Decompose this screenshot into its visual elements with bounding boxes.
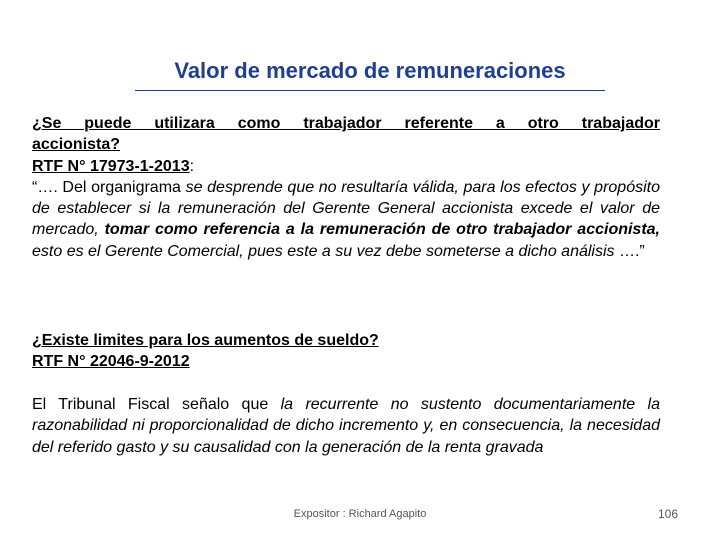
- question-1-line-1: ¿Se puede utilizara como trabajador referente a otro trabajador: [32, 115, 660, 132]
- presenter-footer: Expositor : Richard Agapito: [293, 508, 427, 520]
- quote-closing: ….”: [614, 242, 645, 260]
- section-1: [32, 113, 660, 262]
- quote-italic-part-1: se desprende que no resultaría válida, para los efectos y propósito de establecer si la remuneración del Gerente General accionista excede el valor de mercado,: [32, 178, 660, 239]
- section-3: [32, 394, 660, 458]
- section-2: [32, 330, 660, 373]
- tribunal-text-normal: El Tribunal Fiscal señalo que: [32, 396, 281, 413]
- rtf-number-1: RTF N° 17973-1-2013: [32, 157, 190, 175]
- question-1-line-2: accionista?: [32, 136, 121, 154]
- quote-opening: “…. Del organigrama: [32, 178, 186, 196]
- quote-paragraph: [32, 177, 660, 262]
- rtf-reference-2: RTF N° 22046-9-2012: [32, 353, 190, 371]
- quote-bold-part: tomar como referencia a la remuneración de otro trabajador accionista,: [98, 221, 660, 239]
- rtf-colon: :: [189, 157, 195, 175]
- tribunal-text-italic: la recurrente no sustento documentariamente la razonabilidad ni proporcionalidad de dicho incremento y, en consecuencia, la necesidad del referido gasto y su causalidad con la generación de la renta gravada: [32, 396, 661, 456]
- slide-title: Valor de mercado de remuneraciones: [174, 58, 566, 83]
- quote-italic-part-2: esto es el Gerente Comercial, pues este a su vez debe someterse a dicho análisis: [32, 242, 615, 260]
- question-2: ¿Existe limites para los aumentos de sueldo?: [32, 332, 379, 349]
- page-number: 106: [657, 507, 678, 521]
- title-underline: [135, 90, 605, 91]
- rtf-reference-1: [32, 156, 660, 177]
